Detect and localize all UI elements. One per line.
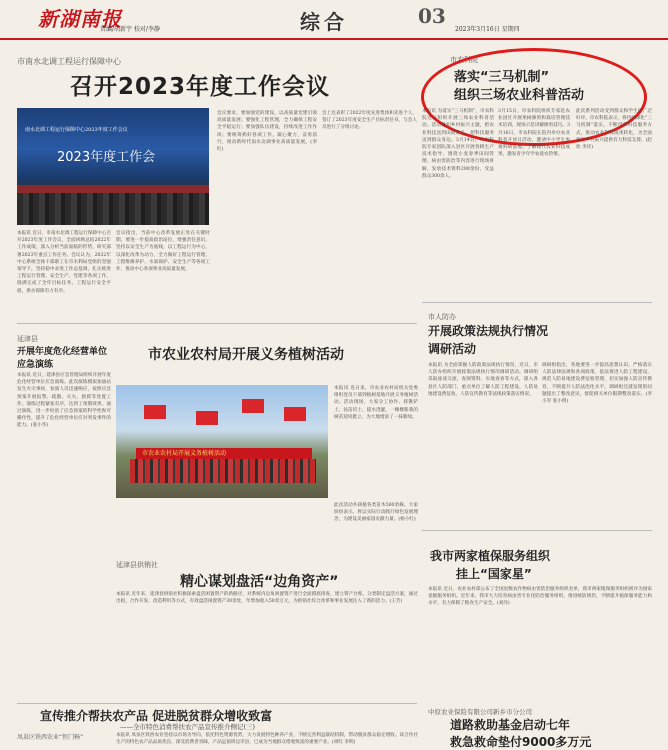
newspaper-logo: 新湖南报 [38, 7, 122, 31]
article4-body: 本报讯 近日，延津县应急管理局组织开展年度危化经营单位应急演练。此次演练模拟加油站发生火灾事故，参演人员迅速响应，按照应急预案开展报警、疏散、灭火、救援等处置工作。演练过程紧张有序，达到了预期效果。通过演练，进一步检验了应急预案的科学性和可操作性，提升了危化经营单位应对突发事件的能力。(张小华) [17, 373, 111, 429]
section-title: 综合 [300, 10, 348, 34]
article3-headline-line1: 开展政策法规执行情况 [428, 324, 549, 338]
article3-kicker: 市人防办 [428, 313, 456, 321]
article4-headline-line1: 开展年度危化经营单位 [17, 347, 108, 357]
article3-body-col2: 调研组指出，各地要进一步提高思想认识，严格落实人防法律法规和各项政策，依法推进人防工程建设，规范人防易地建设费征收管理，切实加强人防宣传教育，不断提升人防法治化水平。调研组还就发现的问题提出了整改意见，督促相关单位限期整改落实。(李小军 张小明) [542, 363, 652, 405]
article2-body-col2: 3月15日，市农科院组织专家赴农业园区开展果树修剪和栽培管理技术培训，现场示范讲解修剪技巧。3月16日，市农科院在院内举办农业科普开放日活动，邀请中小学生参观科研基地、了解现代农业科技成果，激发青少年学农爱农热情。 [498, 109, 570, 158]
article2-body-col3: 此次系列活动受到群众和学生的广泛好评。市农科院表示，将持续深化“三马机制”落实，不断创新科技服务方式，推动农业科技成果转化，为全面推进乡村振兴提供有力科技支撑。(赵欣 李洋) [576, 109, 652, 151]
article1-body-col2: 会议指出，当前中心改革发展正处在关键时期，要进一步提高政治站位，增强责任意识，坚持以安全生产为底线，以工程运行为中心，以深化改革为动力，全力做好工程运行管理、工程维修养护、水质保护、安全生产等各项工作，推动中心各项事业高质量发展。 [116, 231, 210, 273]
photo1-caption: 南水北调工程运行保障中心2023年度工作会议 [25, 127, 128, 133]
article7-headline-line2: 挂上“国家星” [456, 567, 532, 581]
divider [422, 530, 652, 531]
article1-body-col1: 本报讯 近日，市南水北调工程运行保障中心召开2023年度工作会议，全面回顾总结2022年工作成绩，深入分析当前面临的形势，研究部署2023年重点工作任务。会议认为，2022年中心系统全体干部职工在市水利局党组的坚强领导下，坚持稳中求进工作总基调，扎实推进工程运行管理、安全生产、党建等各项工作，圆满完成了全年目标任务，工程运行安全平稳，供水保障有力有序。 [17, 231, 111, 294]
article5-headline: 市农业农村局开展义务植树活动 [148, 347, 344, 363]
photo2-banner: 市农业农村局开展义务植树活动 [136, 448, 312, 459]
issue-date: 2023年3月16日 星期四 [455, 26, 520, 33]
article4-headline-line2: 应急演练 [17, 360, 54, 370]
article5-body-right: 本报讯 连日来，市农业农村局机关党委组织党员干部到植树基地开展义务植树活动。活动现场，大家分工协作、挥锹铲土、扶苗培土、提水浇灌，一棵棵新栽的树苗迎风挺立，为大地增添了一抹新绿。 [334, 386, 418, 420]
article3-headline-line2: 调研活动 [428, 342, 477, 356]
article1-body-col3: 会议要求，要加强党的建设，以高质量党建引领高质量发展；要强化工程管理，全力确保工程安全平稳运行；要加强队伍建设，持续改进工作作风；要统筹抓好各项工作，凝心聚力，奋勇前行，推动新时代南水北调事业高质量发展。(李红) [217, 111, 317, 153]
article7-headline-line1: 我市两家植保服务组织 [430, 549, 551, 563]
page-number: 03 [418, 4, 446, 28]
article6-headline: 精心谋划盘活“边角资产” [180, 574, 339, 590]
divider [17, 323, 417, 324]
article2-headline-line1: 落实“三马机制” [454, 70, 550, 85]
article9-headline-line2: 救急救命垫付9000多万元 [450, 735, 592, 749]
article2-kicker: 市农科院 [450, 56, 478, 64]
article5-photo [116, 385, 328, 498]
article7-body: 本报讯 近日，农业农村部公布了全国星级农作物病虫害防治服务组织名单，我市两家植保服务组织被评为国家星级服务组织。近年来，我市大力培育病虫害专业化防治服务组织，推进统防统治，不断提升植保服务能力和水平，有力保障了粮食生产安全。(刘洋) [428, 587, 652, 607]
article8-headline: 宣传推介帮扶农产品 促进脱贫群众增收致富 [40, 709, 273, 723]
article3-body-col1: 本报讯 为全面掌握人防政策法规执行情况，近日，市人防办组织开展政策法规执行情况调研活动。调研组采取座谈交流、查阅资料、实地查看等方式，深入各县区人防部门、重点单位了解人防工程建设、人防易地建设费征收、人防宣传教育等法规政策落实情况。 [428, 363, 538, 397]
article5-body-right2: 此次活动共栽植各类苗木500余株。大家纷纷表示，将以实际行动践行绿色发展理念，为建设美丽家园贡献力量。(杨小红) [334, 503, 418, 523]
article1-kicker: 市南水北调工程运行保障中心 [17, 57, 121, 66]
article1-photo [17, 108, 209, 225]
article1-headline: 召开2023年度工作会议 [70, 74, 331, 100]
article1-body-col4: 会上还表彰了2022年度先进集体和先进个人，签订了2023年度安全生产目标责任书，与会人员进行了分组讨论。 [322, 111, 417, 131]
article9-kicker: 中原农业保险有限公司新乡市分公司 [428, 708, 532, 716]
article2-headline-line2: 组织三场农业科普活动 [454, 88, 585, 103]
article8-kicker: 凤泉区铁西农业“恒门畅” [17, 734, 84, 741]
article9-headline-line1: 道路救助基金启动七年 [450, 718, 571, 732]
article2-body-col1: 本报讯 为落实“三马机制”，市农科院近日组织开展三场农业科普活动。活动紧扣乡村振兴主题，把农业科技送到田间地头，把科技服务送到群众身边。3月14日，市农科院专家团队深入县区开展春耕生产技术指导，围绕小麦春季田间管理、病虫害防治等内容进行现场讲解，发放技术资料200余份，受益群众300余人。 [422, 109, 494, 179]
article4-kicker: 延津县 [17, 335, 38, 343]
photo1-banner: 2023年度工作会 [57, 150, 156, 165]
article6-kicker: 延津县供销社 [116, 561, 158, 569]
article8-subhead: ——全市特色消费帮扶农产品宣传推介侧记(三) [120, 723, 256, 731]
divider [422, 302, 652, 303]
article6-body: 本报讯 近年来，延津县供销社积极探索盘活闲置资产的新路径，对系统内边角闲置资产进行全面摸底排查，建立资产台账，分类制定盘活方案，通过出租、合作开发、改造利用等方式，有效盘活闲置资产30余处，年增加收入50余万元，为供销社综合改革和事业发展注入了新的活力。(王芳) [116, 592, 418, 605]
article8-body: 本报讯 凤泉区铁西农业坚持以市场为导向，依托特色资源优势，大力发展特色种养产业，不断完善利益联结机制，带动脱贫群众稳定增收。该合作社生产的特色农产品品质优良、深受消费者青睐，产品远销周边市县，已成为当地群众增收致富的重要产业。(周红 李明) [116, 733, 418, 746]
editor-credits: 责编/胡新宇 校对/李静 [100, 26, 160, 33]
divider [17, 703, 417, 704]
